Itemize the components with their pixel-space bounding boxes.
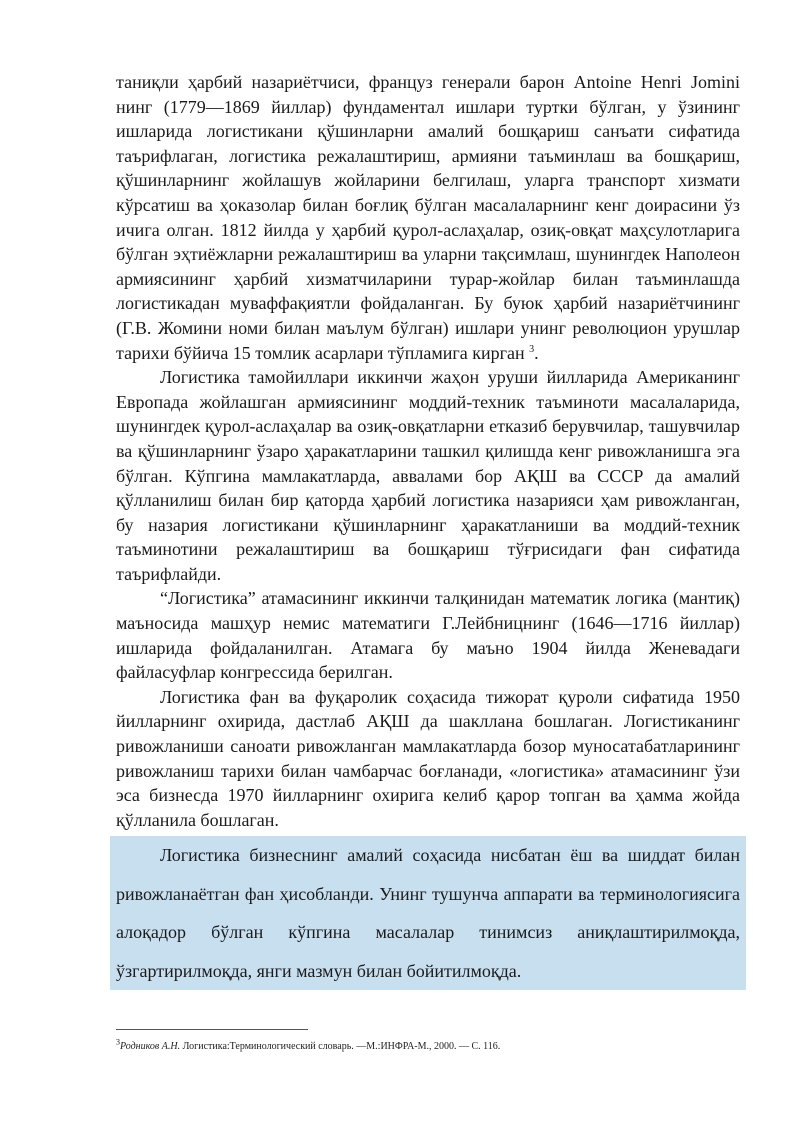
footnote-text: Логистика:Терминологический словарь. —М.:ИНФРА-М., 2000. — С. 116. [180, 1041, 501, 1052]
footnote-reference[interactable]: 3 [529, 343, 535, 355]
paragraph-2: Логистика тамойиллари иккинчи жаҳон уруши йилларида Американинг Европада жойлашган армиясининг моддий-техник таъминоти масалаларида, шунингдек қурол-аслаҳалар ва озиқ-овқатларни етказиб берувчилар, ташувчилар ва қўшинларнинг ўзаро ҳаракатларини ташкил қилишда кенг ривожланишга эга бўлган. Кўпгина мамлакатларда, аввалами бор АҚШ ва СССР да амалий қўлланилиш билан бир қаторда ҳарбий логистика назарияси ҳам ривожланган, бу назария логистикани қўшинларнинг ҳаракатланиши ва моддий-техник таъминотини режалаштириш ва бошқариш тўғрисидаги фан сифатида таърифлайди. [116, 367, 740, 584]
paragraph-1-end: . [534, 342, 539, 363]
footnote-author: Родников А.Н. [120, 1041, 181, 1052]
paragraph-1-text: таниқли ҳарбий назариётчиси, француз генерали барон Antoine Henri Jomini нинг (1779—1869 йиллар) фундаментал ишлари туртки бўлган, у ўзининг ишларида логистикани қўшинларни амалий бошқариш санъати сифатида таърифлаган, логистика режалаштириш, армияни таъминлаш ва бошқариш, қўшинларнинг жойлашув жойларини белгилаш, уларга транспорт хизмати кўрсатиш ва ҳоказолар билан боғлиқ бўлган масалаларнинг кенг доирасини ўз ичига олган. 1812 йилда у ҳарбий қурол-аслаҳалар, озиқ-овқат маҳсулотларига бўлган эҳтиёжларни режалаштириш ва уларни тақсимлаш, шунингдек Наполеон армиясининг ҳарбий хизматчиларини турар-жойлар билан таъминлашда логистикадан муваффақиятли фойдаланган. Бу буюк ҳарбий назариётчининг (Г.В. Жомини номи билан маълум бўлган) ишлари унинг революцион урушлар тарихи бўйича 15 томлик асарлари тўпламига кирган [116, 72, 740, 363]
body-text [116, 70, 740, 990]
paragraph-4: Логистика фан ва фуқаролик соҳасида тижорат қуроли сифатида 1950 йилларнинг охирида, дастлаб АҚШ да шаклланa бошлаган. Логистиканинг ривожланиши саноати ривожланган мамлакатларда бозор муносатабатларининг ривожланиш тарихи билан чамбарчас боғланади, «логистика» атамасининг ўзи эса бизнесда 1970 йилларнинг охирига келиб қарор топган ва ҳамма жойда қўлланила бошлаган. [116, 686, 740, 830]
footnote-marker: 3 [116, 1037, 120, 1047]
footnote [116, 1037, 740, 1054]
paragraph-1 [116, 70, 740, 365]
paragraph-3: “Логистика” атамасининг иккинчи талқинидан математик логика (мантиқ) маъносида машҳур немис математиги Г.Лейбницнинг (1646—1716 йиллар) ишларида фойдаланилган. Атамага бу маъно 1904 йилда Женевадаги файласуфлар конгрессида берилган. [116, 588, 740, 683]
footnote-divider [116, 1029, 308, 1030]
highlighted-paragraph[interactable]: Логистика бизнеснинг амалий соҳасида нисбатан ёш ва шиддат билан ривожланаётган фан ҳисобланди. Унинг тушунча аппарати ва терминологиясига алоқадор бўлган кўпгина масалалар тинимсиз аниқлаштирилмоқда, ўзгартирилмоқда, янги мазмун билан бойитилмоқда. [110, 836, 746, 990]
